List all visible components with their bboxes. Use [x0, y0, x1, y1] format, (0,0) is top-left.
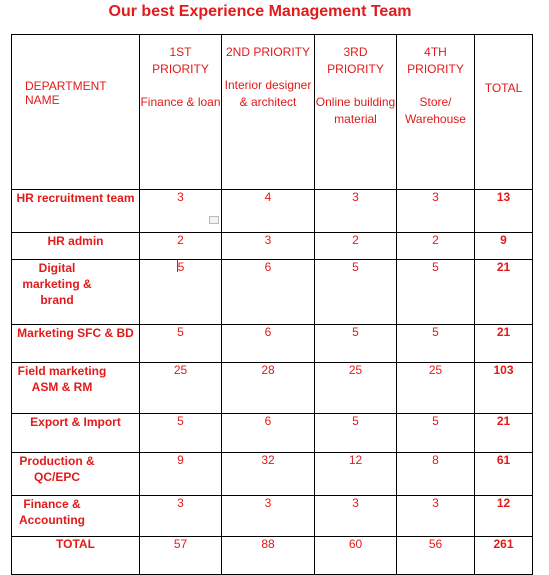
- department-name[interactable]: [12, 496, 140, 537]
- cell-value[interactable]: 6: [222, 260, 315, 325]
- header-department: [12, 35, 140, 190]
- header-priority-2: [222, 35, 315, 190]
- cell-value[interactable]: 5: [315, 414, 397, 453]
- row-total[interactable]: 61: [475, 453, 533, 496]
- header-department-label: DEPARTMENT NAME: [25, 79, 107, 107]
- department-name[interactable]: [12, 260, 140, 325]
- priority-2-category: Interior designer & architect: [224, 78, 312, 109]
- cell-value[interactable]: 5: [397, 414, 475, 453]
- cell-value[interactable]: 2: [140, 233, 222, 260]
- row-total[interactable]: 103: [475, 363, 533, 414]
- table-row: [12, 325, 533, 363]
- cell-value-editing[interactable]: [140, 260, 222, 325]
- table-row: [12, 260, 533, 325]
- cell-value[interactable]: 5: [140, 325, 222, 363]
- row-total[interactable]: 9: [475, 233, 533, 260]
- cell-value[interactable]: 4: [222, 190, 315, 233]
- cell-value[interactable]: 5: [315, 260, 397, 325]
- department-name-text: Digital marketing & brand: [22, 261, 92, 307]
- paste-options-icon[interactable]: [209, 216, 219, 224]
- row-total[interactable]: 12: [475, 496, 533, 537]
- totals-row: [12, 537, 533, 575]
- department-name-text: Finance & Accounting: [19, 497, 85, 527]
- table-title: Our best Experience Management Team: [108, 3, 412, 20]
- department-name[interactable]: [12, 363, 140, 414]
- department-name[interactable]: [12, 453, 140, 496]
- cell-value[interactable]: 25: [315, 363, 397, 414]
- column-total[interactable]: 60: [315, 537, 397, 575]
- cell-value[interactable]: 3: [397, 496, 475, 537]
- priority-1-category: Finance & loan: [140, 95, 221, 109]
- priority-4-category: Store/ Warehouse: [405, 95, 466, 126]
- priority-3-category: Online building material: [315, 95, 396, 126]
- cell-value[interactable]: 3: [397, 190, 475, 233]
- cell-value[interactable]: 28: [222, 363, 315, 414]
- cell-value: 5: [177, 260, 185, 274]
- cell-value[interactable]: 2: [315, 233, 397, 260]
- table-row: [12, 233, 533, 260]
- header-priority-1: [140, 35, 222, 190]
- table-row: [12, 414, 533, 453]
- department-name-text: Field marketing ASM & RM: [17, 364, 107, 394]
- table-row: [12, 363, 533, 414]
- cell-value[interactable]: 5: [140, 414, 222, 453]
- header-total-label: TOTAL: [484, 81, 523, 95]
- header-row: [12, 35, 533, 190]
- department-name[interactable]: HR recruitment team: [12, 190, 140, 233]
- cell-value[interactable]: 25: [140, 363, 222, 414]
- cell-value[interactable]: 5: [397, 325, 475, 363]
- table-row: [12, 190, 533, 233]
- table-row: [12, 496, 533, 537]
- cell-value[interactable]: 6: [222, 414, 315, 453]
- cell-value[interactable]: 12: [315, 453, 397, 496]
- department-name[interactable]: Export & Import: [12, 414, 140, 453]
- totals-label[interactable]: TOTAL: [12, 537, 140, 575]
- cell-value[interactable]: 3: [222, 496, 315, 537]
- table-row: [12, 453, 533, 496]
- cell-value[interactable]: 3: [222, 233, 315, 260]
- cell-value[interactable]: 25: [397, 363, 475, 414]
- row-total[interactable]: 13: [475, 190, 533, 233]
- cell-value[interactable]: 5: [315, 325, 397, 363]
- cell-value[interactable]: 3: [140, 190, 222, 233]
- row-total[interactable]: 21: [475, 325, 533, 363]
- header-priority-4: [397, 35, 475, 190]
- cell-value[interactable]: 3: [315, 190, 397, 233]
- cell-value[interactable]: 2: [397, 233, 475, 260]
- row-total[interactable]: 21: [475, 260, 533, 325]
- priority-4-label: 4TH PRIORITY: [407, 45, 464, 76]
- row-total[interactable]: 21: [475, 414, 533, 453]
- cell-value[interactable]: 8: [397, 453, 475, 496]
- priority-2-label: 2ND PRIORITY: [225, 45, 310, 59]
- header-priority-3: [315, 35, 397, 190]
- priority-3-label: 3RD PRIORITY: [327, 45, 384, 76]
- department-name[interactable]: HR admin: [12, 233, 140, 260]
- header-total: [475, 35, 533, 190]
- team-table: [11, 34, 533, 575]
- cell-value[interactable]: 3: [315, 496, 397, 537]
- cell-value[interactable]: 5: [397, 260, 475, 325]
- priority-1-label: 1ST PRIORITY: [152, 45, 209, 76]
- grand-total[interactable]: 261: [475, 537, 533, 575]
- column-total[interactable]: 56: [397, 537, 475, 575]
- column-total[interactable]: 88: [222, 537, 315, 575]
- cell-value[interactable]: 6: [222, 325, 315, 363]
- cell-value[interactable]: 32: [222, 453, 315, 496]
- department-name-text: Production & QC/EPC: [19, 454, 95, 484]
- column-total[interactable]: 57: [140, 537, 222, 575]
- cell-value[interactable]: 9: [140, 453, 222, 496]
- cell-value[interactable]: 3: [140, 496, 222, 537]
- department-name[interactable]: Marketing SFC & BD: [12, 325, 140, 363]
